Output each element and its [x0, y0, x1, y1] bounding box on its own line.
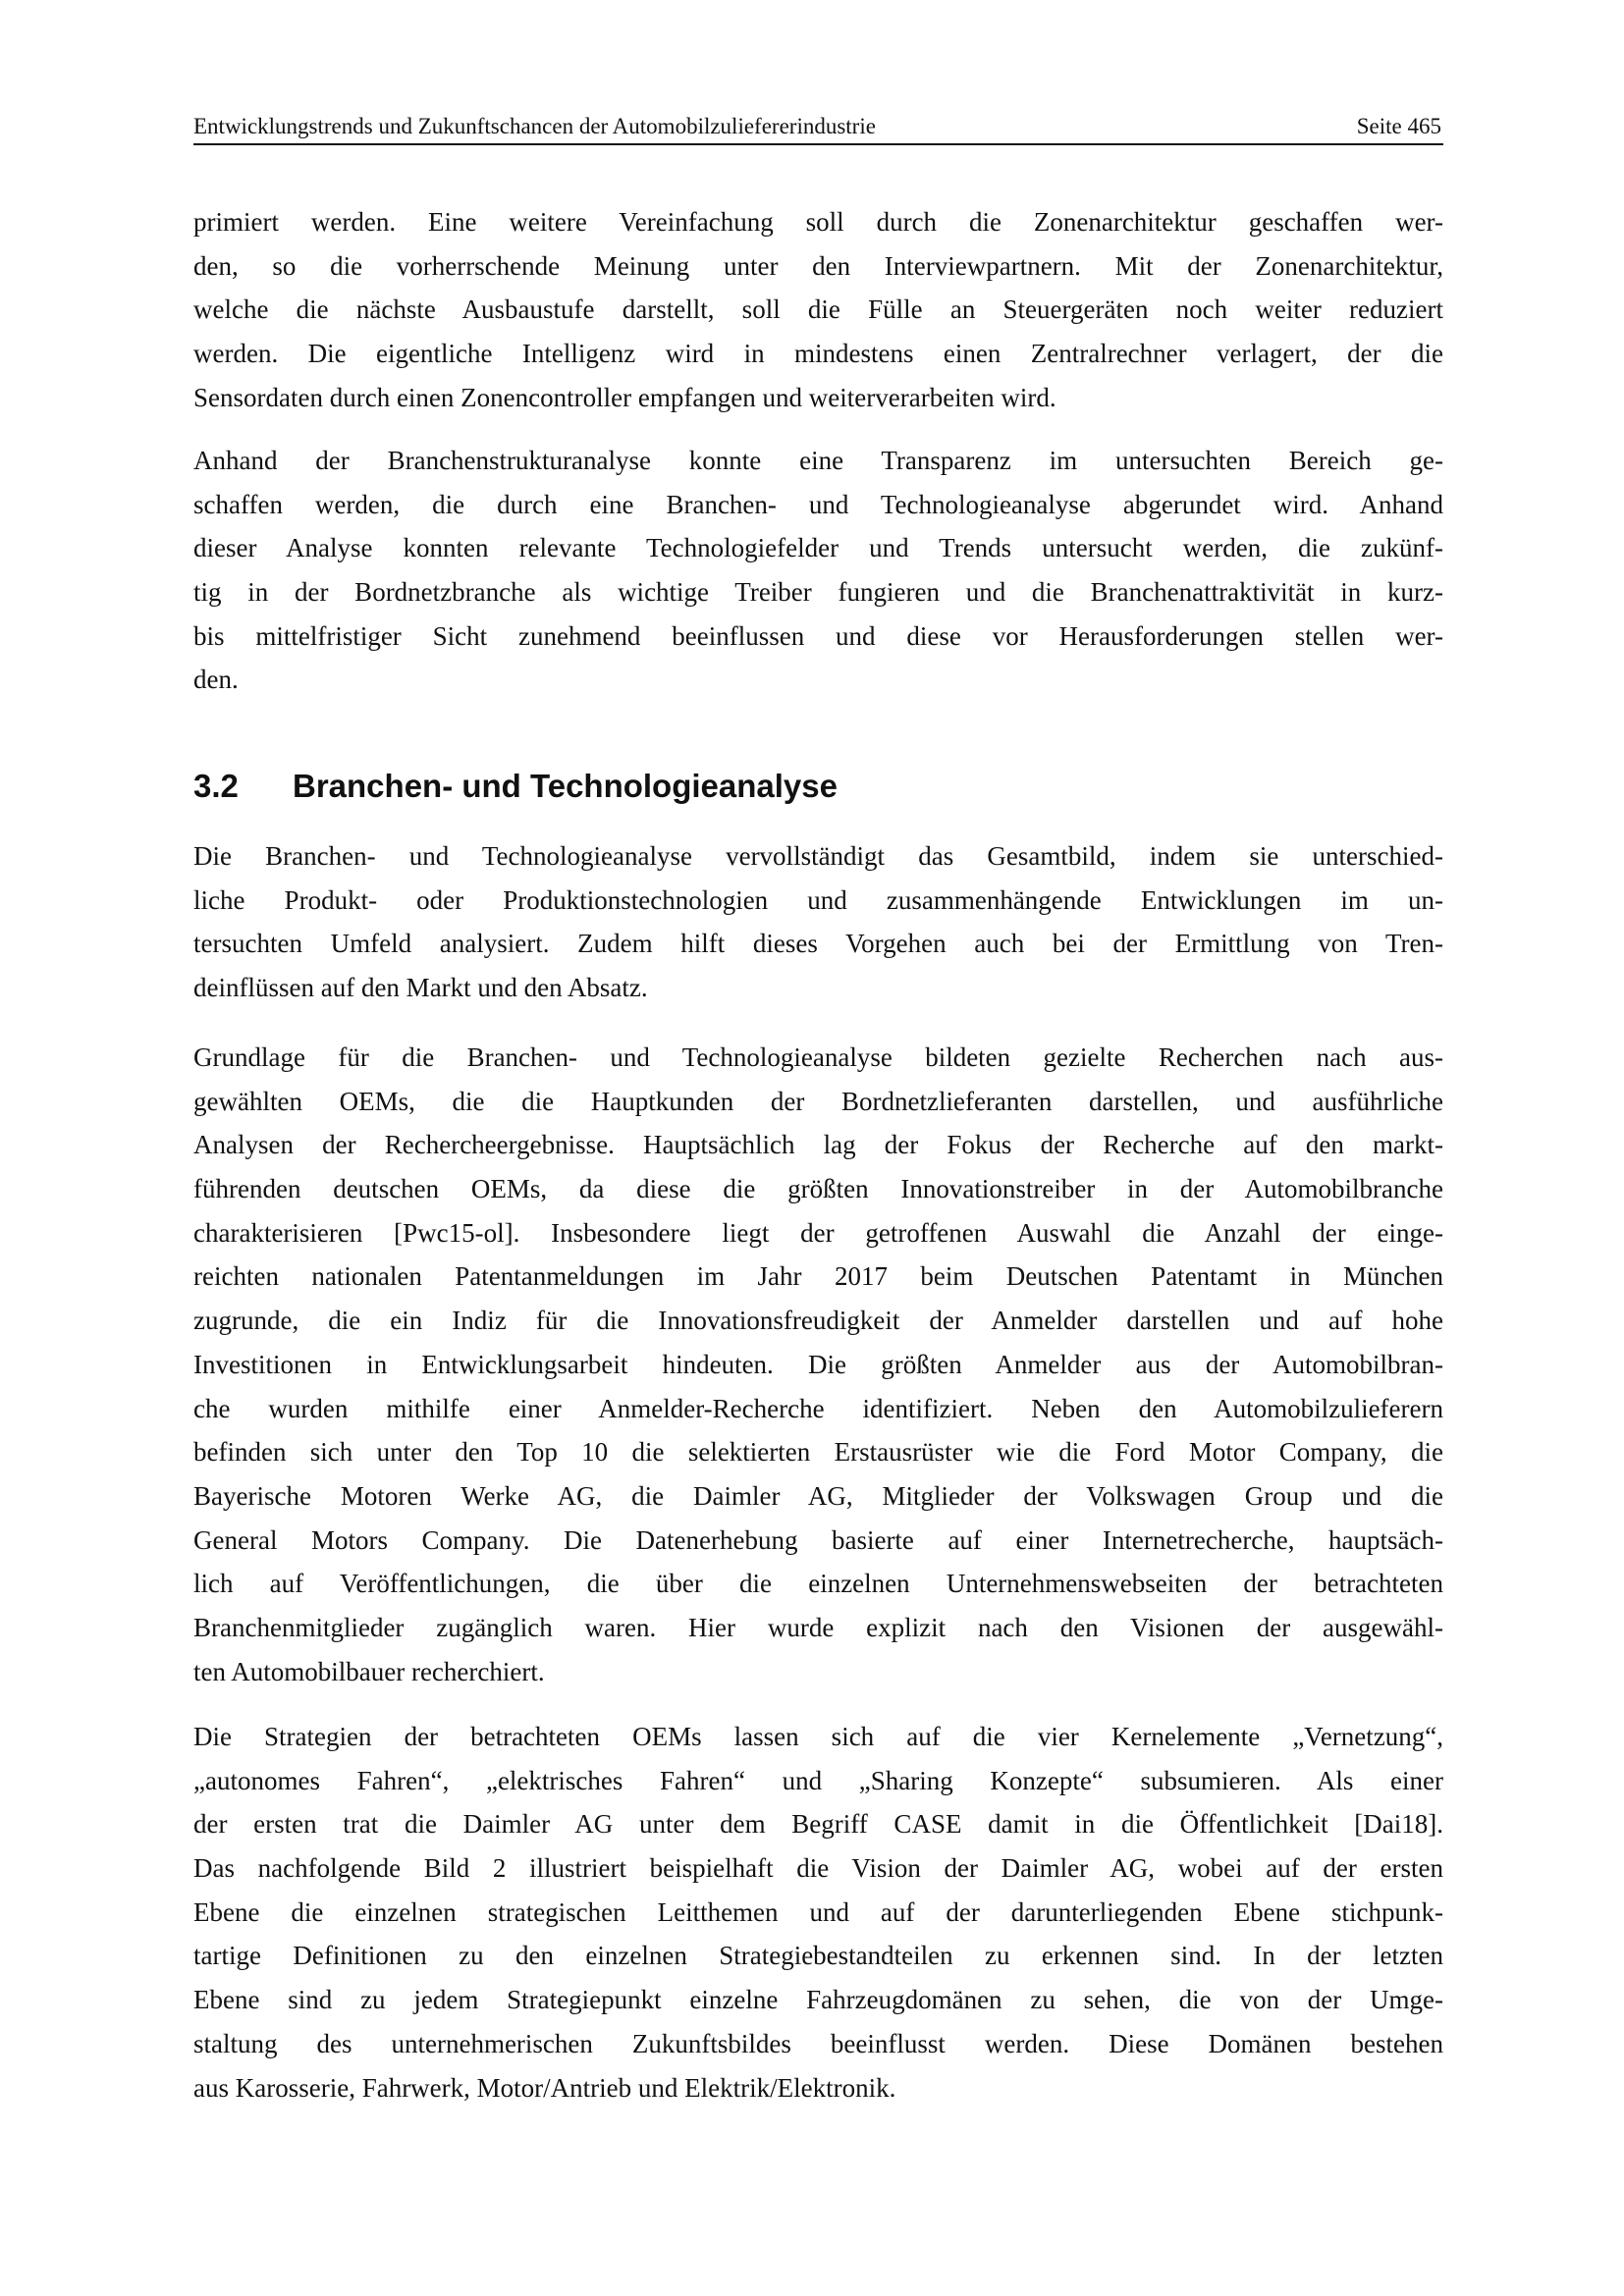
text-line: zugrunde, die ein Indiz für die Innovationsfreudigkeit der Anmelder darstellen und auf hohe [193, 1306, 1443, 1336]
paragraph [193, 200, 1443, 419]
text-line: Bayerische Motoren Werke AG, die Daimler AG, Mitglieder der Volkswagen Group und die [193, 1480, 1443, 1511]
text-line: der ersten trat die Daimler AG unter dem Begriff CASE damit in die Öffentlichkeit [Dai18]. [193, 1809, 1443, 1840]
page-number: Seite 465 [1356, 114, 1441, 138]
text-line: liche Produkt- oder Produktionstechnologien und zusammenhängende Entwicklungen im un- [193, 884, 1443, 915]
paragraph [193, 439, 1443, 702]
text-line: primiert werden. Eine weitere Vereinfachung soll durch die Zonenarchitektur geschaffen wer- [193, 207, 1443, 237]
text-line: staltung des unternehmerischen Zukunftsbildes beeinflusst werden. Diese Domänen bestehen [193, 2028, 1443, 2058]
text-line: aus Karosserie, Fahrwerk, Motor/Antrieb und Elektrik/Elektronik. [193, 2072, 896, 2103]
text-line: den. [193, 665, 239, 695]
text-line: Investitionen in Entwicklungsarbeit hindeuten. Die größten Anmelder aus der Automobilbran- [193, 1349, 1443, 1379]
text-line: „autonomes Fahren“, „elektrisches Fahren“ und „Sharing Konzepte“ subsumieren. Als einer [193, 1765, 1443, 1795]
text-line: Branchenmitglieder zugänglich waren. Hier wurde explizit nach den Visionen der ausgewähl- [193, 1612, 1443, 1642]
text-line: Analysen der Rechercheergebnisse. Hauptsächlich lag der Fokus der Recherche auf den markt- [193, 1130, 1443, 1160]
text-line: Grundlage für die Branchen- und Technologieanalyse bildeten gezielte Recherchen nach aus- [193, 1042, 1443, 1072]
text-line: che wurden mithilfe einer Anmelder-Recherche identifiziert. Neben den Automobilzulieferern [193, 1393, 1443, 1423]
text-line: Die Strategien der betrachteten OEMs lassen sich auf die vier Kernelemente „Vernetzung“, [193, 1722, 1443, 1751]
text-line: lich auf Veröffentlichungen, die über die einzelnen Unternehmenswebseiten der betrachteten [193, 1569, 1443, 1599]
text-line: den, so die vorherrschende Meinung unter den Interviewpartnern. Mit der Zonenarchitektur, [193, 250, 1443, 281]
text-line: bis mittelfristiger Sicht zunehmend beeinflussen und diese vor Herausforderungen stellen wer- [193, 620, 1443, 651]
section-heading [193, 768, 838, 805]
text-line: ten Automobilbauer recherchiert. [193, 1656, 545, 1686]
text-line: Sensordaten durch einen Zonencontroller empfangen und weiterverarbeiten wird. [193, 382, 1056, 412]
section-title: Branchen- und Technologieanalyse [293, 768, 838, 804]
text-line: werden. Die eigentliche Intelligenz wird in mindestens einen Zentralrechner verlagert, der die [193, 339, 1443, 369]
text-line: tig in der Bordnetzbranche als wichtige Treiber fungieren und die Branchenattraktivität in kurz- [193, 577, 1443, 608]
text-line: führenden deutschen OEMs, da diese die größten Innovationstreiber in der Automobilbranche [193, 1174, 1443, 1204]
text-line: befinden sich unter den Top 10 die selektierten Erstausrüster wie die Ford Motor Company, die [193, 1437, 1443, 1468]
text-line: dieser Analyse konnten relevante Technologiefelder und Trends untersucht werden, die zukünf- [193, 533, 1443, 563]
text-line: Anhand der Branchenstrukturanalyse konnte eine Transparenz im untersuchten Bereich ge- [193, 446, 1443, 475]
text-line: schaffen werden, die durch eine Branchen- und Technologieanalyse abgerundet wird. Anhand [193, 489, 1443, 519]
text-line: Ebene sind zu jedem Strategiepunkt einzelne Fahrzeugdomänen zu sehen, die von der Umge- [193, 1985, 1443, 2015]
text-line: tartige Definitionen zu den einzelnen Strategiebestandteilen zu erkennen sind. In der letzten [193, 1941, 1443, 1971]
text-line: tersuchten Umfeld analysiert. Zudem hilft dieses Vorgehen auch bei der Ermittlung von Tren- [193, 929, 1443, 959]
text-line: Die Branchen- und Technologieanalyse vervollständigt das Gesamtbild, indem sie unterschied- [193, 841, 1443, 871]
text-line: General Motors Company. Die Datenerhebung basierte auf einer Internetrecherche, hauptsäch- [193, 1524, 1443, 1555]
text-line: Das nachfolgende Bild 2 illustriert beispielhaft die Vision der Daimler AG, wobei auf der ersten [193, 1853, 1443, 1884]
running-header [193, 110, 1443, 145]
text-line: deinflüssen auf den Markt und den Absatz. [193, 973, 648, 1003]
paragraph [193, 834, 1443, 1010]
text-line: Ebene die einzelnen strategischen Leitthemen und auf der darunterliegenden Ebene stichpunk- [193, 1896, 1443, 1927]
text-line: reichten nationalen Patentanmeldungen im Jahr 2017 beim Deutschen Patentamt in München [193, 1261, 1443, 1292]
section-number: 3.2 [193, 768, 239, 804]
paragraph [193, 1036, 1443, 1693]
header-title: Entwicklungstrends und Zukunftschancen der Automobilzuliefererindustrie [193, 114, 876, 138]
text-line: charakterisieren [Pwc15-ol]. Insbesondere liegt der getroffenen Auswahl die Anzahl der einge- [193, 1217, 1443, 1248]
text-line: gewählten OEMs, die die Hauptkunden der Bordnetzlieferanten darstellen, und ausführliche [193, 1086, 1443, 1116]
text-line: welche die nächste Ausbaustufe darstellt, soll die Fülle an Steuergeräten noch weiter reduziert [193, 294, 1443, 325]
paragraph [193, 1715, 1443, 2109]
